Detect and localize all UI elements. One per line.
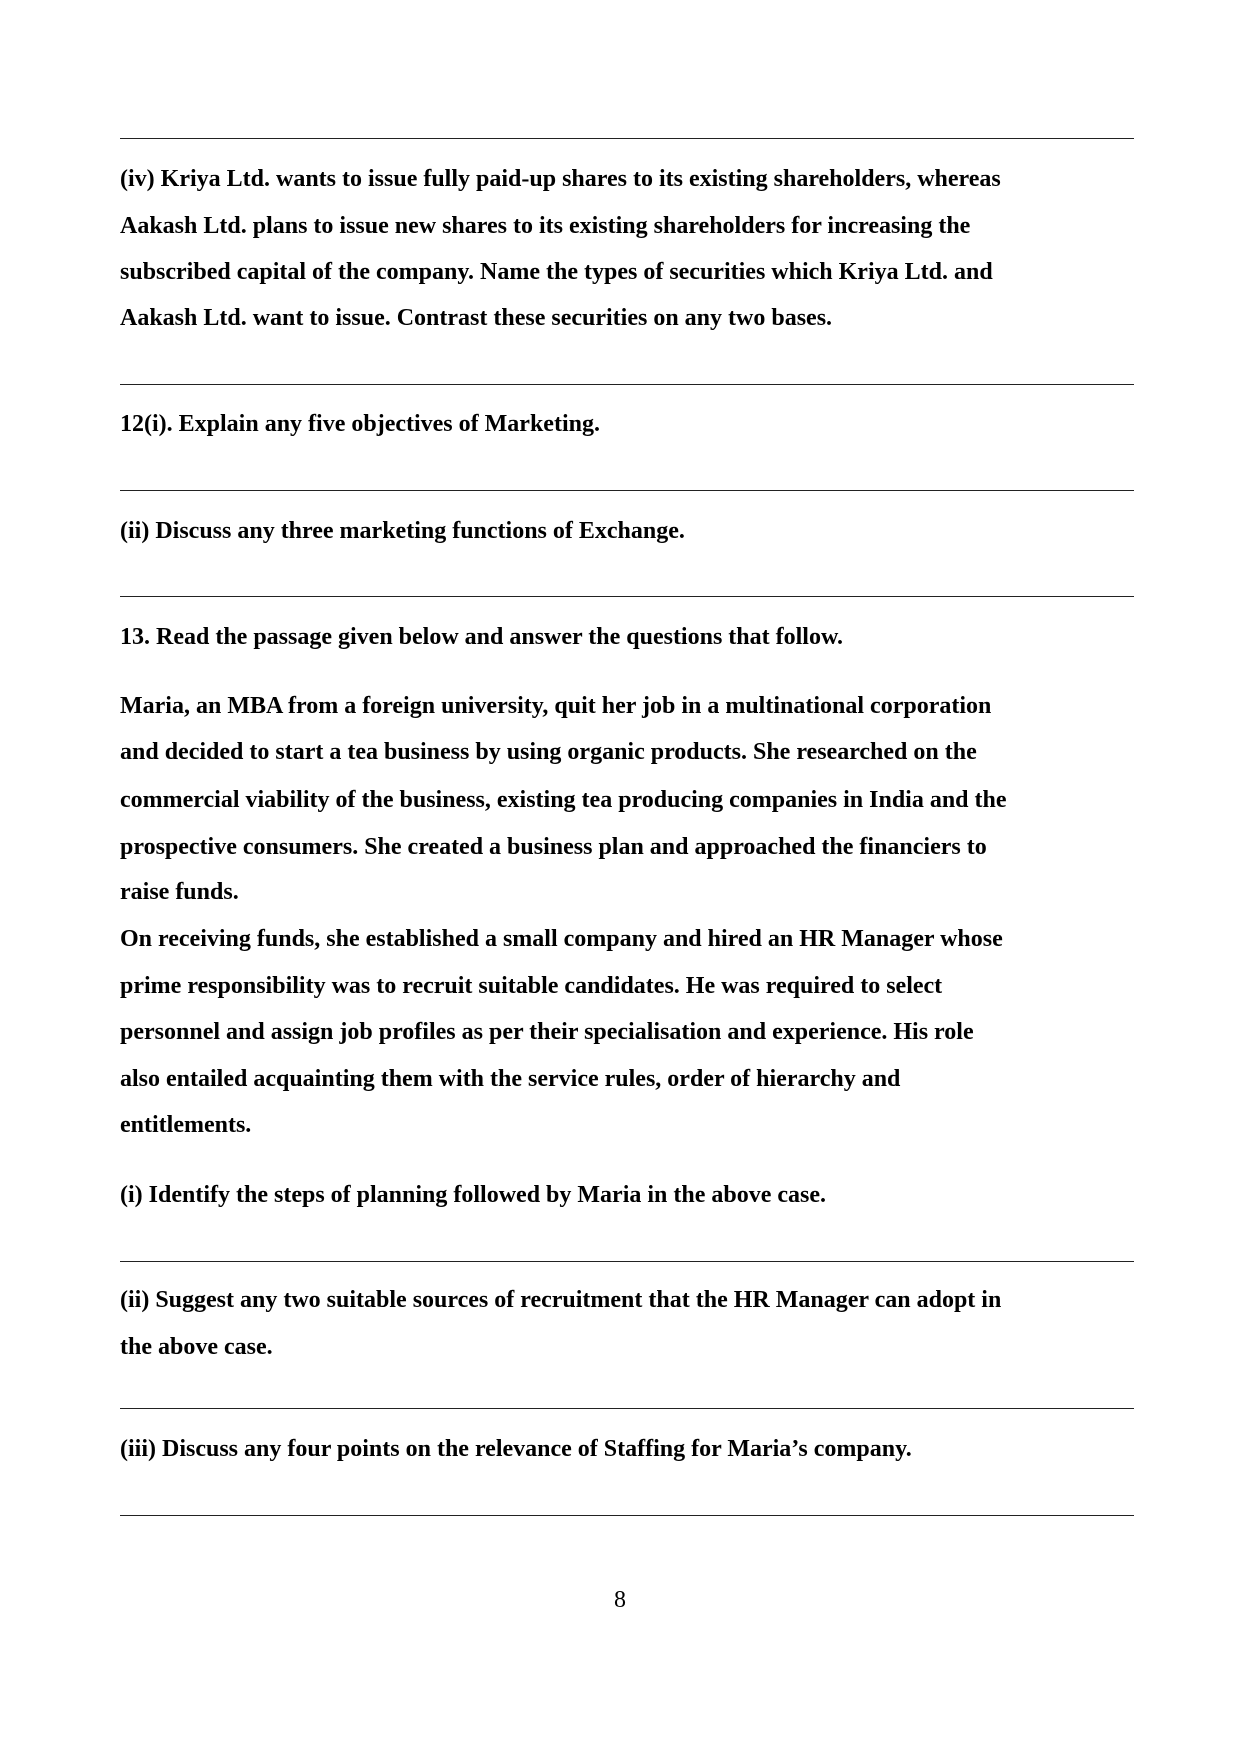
passage-line: On receiving funds, she established a small company and hired an HR Manager whose xyxy=(120,926,1003,952)
passage-line: personnel and assign job profiles as per their specialisation and experience. His role xyxy=(120,1019,974,1045)
passage-line: prime responsibility was to recruit suitable candidates. He was required to select xyxy=(120,973,943,999)
question-13-intro: 13. Read the passage given below and answer the questions that follow. xyxy=(120,624,843,650)
question-13-ii-line: the above case. xyxy=(120,1334,273,1360)
question-12-i: 12(i). Explain any five objectives of Marketing. xyxy=(120,411,600,437)
question-11-iv-line: subscribed capital of the company. Name the types of securities which Kriya Ltd. and xyxy=(120,259,993,285)
answer-line xyxy=(120,1515,1134,1516)
answer-line xyxy=(120,384,1134,385)
answer-line xyxy=(120,596,1134,597)
answer-line xyxy=(120,1408,1134,1409)
question-12-ii: (ii) Discuss any three marketing functions of Exchange. xyxy=(120,518,685,544)
passage-line: entitlements. xyxy=(120,1112,252,1138)
question-11-iv-line: Aakash Ltd. plans to issue new shares to its existing shareholders for increasing the xyxy=(120,213,971,239)
page-number: 8 xyxy=(614,1587,626,1613)
question-11-iv-line: Aakash Ltd. want to issue. Contrast these securities on any two bases. xyxy=(120,305,833,331)
passage-line: raise funds. xyxy=(120,879,239,905)
question-13-i: (i) Identify the steps of planning followed by Maria in the above case. xyxy=(120,1182,827,1208)
answer-line xyxy=(120,1261,1134,1262)
passage-line: also entailed acquainting them with the service rules, order of hierarchy and xyxy=(120,1066,901,1092)
passage-line: and decided to start a tea business by using organic products. She researched on the xyxy=(120,739,977,765)
passage-line: Maria, an MBA from a foreign university, quit her job in a multinational corporation xyxy=(120,693,992,719)
passage-line: commercial viability of the business, existing tea producing companies in India and the xyxy=(120,787,1007,813)
question-13-iii: (iii) Discuss any four points on the relevance of Staffing for Maria’s company. xyxy=(120,1436,912,1462)
passage-line: prospective consumers. She created a business plan and approached the financiers to xyxy=(120,834,987,860)
answer-line xyxy=(120,138,1134,139)
question-13-ii-line: (ii) Suggest any two suitable sources of recruitment that the HR Manager can adopt in xyxy=(120,1287,1002,1313)
question-11-iv-line: (iv) Kriya Ltd. wants to issue fully paid-up shares to its existing shareholders, whereas xyxy=(120,166,1001,192)
answer-line xyxy=(120,490,1134,491)
